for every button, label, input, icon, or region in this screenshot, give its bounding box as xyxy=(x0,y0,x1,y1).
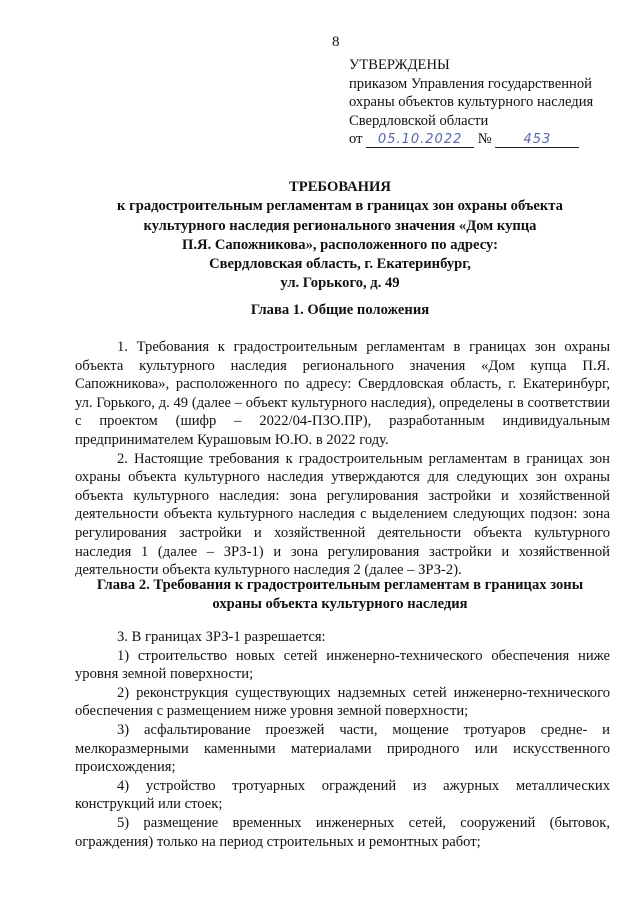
title-line: П.Я. Сапожникова», расположенного по адресу: xyxy=(182,236,498,253)
title-line: культурного наследия регионального значения «Дом купца xyxy=(143,217,537,234)
approval-heading: УТВЕРЖДЕНЫ xyxy=(349,57,450,73)
approval-line: Свердловской области xyxy=(349,112,489,129)
list-item: 4) устройство тротуарных ограждений из ажурных металлических конструкций или стоек; xyxy=(75,777,610,813)
page-number: 8 xyxy=(332,34,340,50)
chapter-2-title-line: Глава 2. Требования к градостроительным регламентам в границах зоны xyxy=(96,577,584,593)
handwritten-date: 05.10.2022 xyxy=(366,133,474,148)
order-date-number-line xyxy=(349,130,619,149)
approval-line: охраны объектов культурного наследия xyxy=(349,94,594,111)
chapter-2-body xyxy=(75,628,610,851)
approval-stamp xyxy=(349,56,619,149)
paragraph-3: 3. В границах ЗРЗ-1 разрешается: xyxy=(117,629,326,645)
chapter-1-title: Глава 1. Общие положения xyxy=(250,302,430,318)
title-line: ул. Горького, д. 49 xyxy=(280,275,400,292)
paragraph-2: 2. Настоящие требования к градостроительным регламентам в границах зон охраны объекта культурного наследия утверждаются для следующих зон охраны объекта культурного наследия: зона регулирования застройки и хозяйственной деятельности объекта культурного наследия с выделением следующих подзон: зона регулирования застройки и хозяйственной деятельности объекта культурного наследия 1 (далее – ЗРЗ-1) и зона регулирования застройки и хозяйственной деятельности объекта культурного наследия 2 (далее – ЗРЗ-2). xyxy=(75,450,610,579)
list-item: 2) реконструкция существующих надземных сетей инженерно-технического обеспечения с размещением ниже уровня земной поверхности; xyxy=(75,684,610,720)
title-heading: ТРЕБОВАНИЯ xyxy=(289,179,391,195)
from-label: от xyxy=(349,131,363,148)
document-title xyxy=(70,178,610,294)
chapter-2-title xyxy=(70,576,610,613)
chapter-1-body xyxy=(75,338,610,580)
handwritten-number: 453 xyxy=(495,133,579,148)
title-line: Свердловская область, г. Екатеринбург, xyxy=(209,256,471,273)
chapter-2-title-line: охраны объекта культурного наследия xyxy=(212,595,468,612)
title-line: к градостроительным регламентам в границах зон охраны объекта xyxy=(117,198,563,215)
list-item: 3) асфальтирование проезжей части, мощение тротуаров средне- и мелкоразмерными каменными материалами природного или искусственного происхождения; xyxy=(75,721,610,776)
number-label: № xyxy=(477,131,492,148)
list-item: 1) строительство новых сетей инженерно-технического обеспечения ниже уровня земной поверхности; xyxy=(75,647,610,683)
paragraph-1: 1. Требования к градостроительным регламентам в границах зон охраны объекта культурного наследия регионального значения «Дом купца П.Я. Сапожникова», расположенного по адресу: Свердловская область, г. Екатеринбург, ул. Горького, д. 49 (далее – объект культурного наследия), определены в соответствии с проектом (шифр – 2022/04-ПЗО.ПР), разработанным индивидуальным предпринимателем Курашовым Ю.Ю. в 2022 году. xyxy=(75,339,610,448)
approval-line: приказом Управления государственной xyxy=(349,75,592,92)
list-item: 5) размещение временных инженерных сетей, сооружений (бытовок, ограждения) только на период строительных и ремонтных работ; xyxy=(75,814,610,850)
